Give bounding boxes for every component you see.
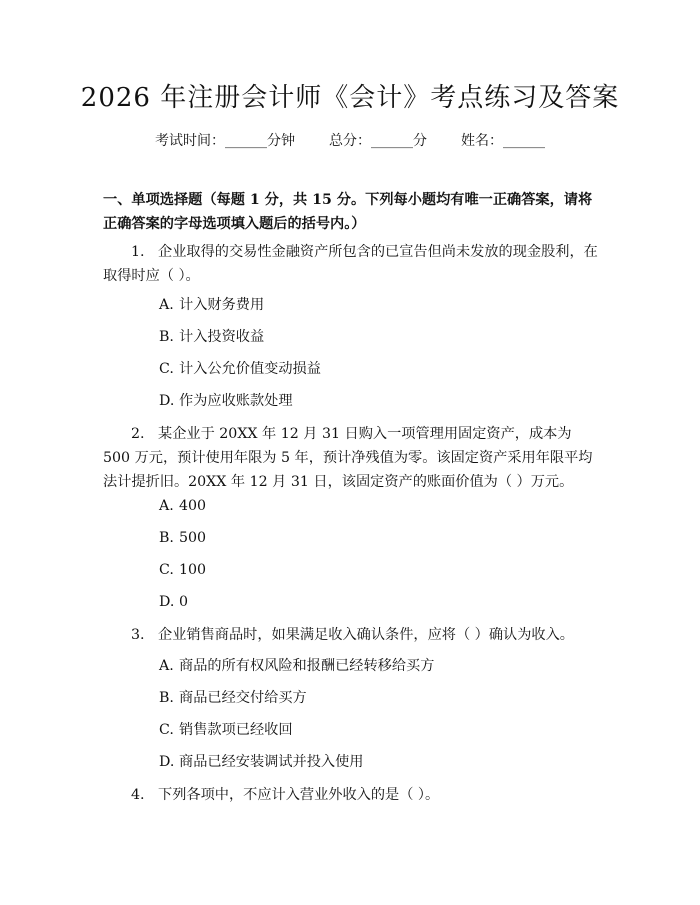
question-text: 下列各项中，不应计入营业外收入的是（ ）。 <box>158 787 440 803</box>
question-4 <box>103 783 603 807</box>
question-number: 1. <box>131 244 145 260</box>
option-b: B. 计入投资收益 <box>159 329 265 345</box>
section-heading: 一、单项选择题（每题 1 分，共 15 分。下列每小题均有唯一正确答案，请将正确答案的字母选项填入题后的括号内。） <box>103 192 593 232</box>
name-field: 姓名：______ <box>461 133 545 149</box>
page-title: 2026 年注册会计师《会计》考点练习及答案 <box>80 83 620 113</box>
question-text: 企业销售商品时，如果满足收入确认条件，应将（ ）确认为收入。 <box>158 627 574 643</box>
option-a: A. 计入财务费用 <box>159 297 265 313</box>
exam-meta <box>0 130 700 152</box>
option-d: D. 作为应收账款处理 <box>159 393 293 409</box>
question-text: 某企业于 20XX 年 12 月 31 日购入一项管理用固定资产，成本为 500 万元，预计使用年限为 5 年，预计净残值为零。该固定资产采用年限平均法计提折旧。20XX 年 12 月 31 日，该固定资产的账面价值为（ ）万元。 <box>103 426 593 490</box>
question-1 <box>103 240 603 288</box>
option-a: A. 400 <box>159 498 207 514</box>
total-score-field: 总分：______分 <box>329 133 427 149</box>
option-a: A. 商品的所有权风险和报酬已经转移给买方 <box>159 658 435 674</box>
exam-time-field: 考试时间：______分钟 <box>155 133 295 149</box>
question-3 <box>103 623 603 647</box>
question-number: 2. <box>131 426 145 442</box>
option-d: D. 0 <box>159 594 189 610</box>
option-b: B. 500 <box>159 530 207 546</box>
option-b: B. 商品已经交付给买方 <box>159 690 307 706</box>
question-number: 3. <box>131 627 145 643</box>
question-text: 企业取得的交易性金融资产所包含的已宣告但尚未发放的现金股利，在取得时应（ ）。 <box>103 244 598 284</box>
option-c: C. 100 <box>159 562 207 578</box>
option-c: C. 计入公允价值变动损益 <box>159 361 321 377</box>
question-2 <box>103 422 603 494</box>
question-number: 4. <box>131 787 145 803</box>
option-d: D. 商品已经安装调试并投入使用 <box>159 754 364 770</box>
option-c: C. 销售款项已经收回 <box>159 722 293 738</box>
